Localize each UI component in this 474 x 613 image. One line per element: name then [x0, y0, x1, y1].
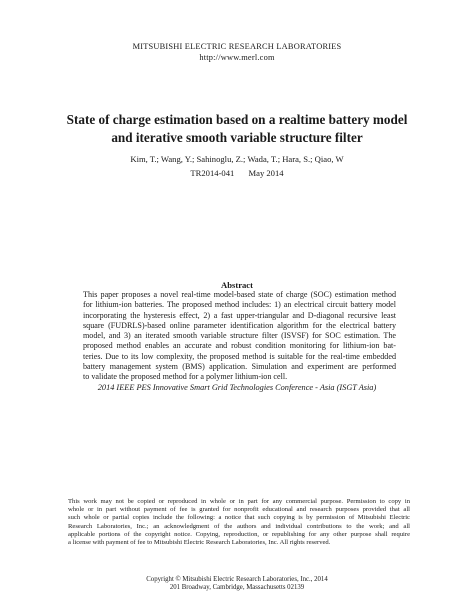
copyright-line: Copyright © Mitsubishi Electric Research Laboratories, Inc., 2014: [146, 576, 328, 583]
lab-name: MITSUBISHI ELECTRIC RESEARCH LABORATORIES: [132, 42, 342, 51]
copyright-block: [0, 576, 474, 593]
abstract-line: for lithium-ion batteries. The proposed method includes: 1) an electrical circuit battery model: [83, 300, 396, 310]
abstract-heading: Abstract: [221, 280, 253, 290]
abstract-line: to validate the proposed method for a polymer lithium-ion cell.: [83, 372, 288, 382]
abstract-line: square (FUDRLS)-based online parameter identification algorithm for the electrical battery: [83, 320, 396, 330]
report-info: [0, 168, 474, 179]
author-list: Kim, T.; Wang, Y.; Sahinoglu, Z.; Wada, T.; Hara, S.; Qiao, W: [130, 154, 344, 164]
abstract-body: [83, 290, 396, 383]
paper-title: [40, 111, 434, 147]
lab-url: http://www.merl.com: [199, 53, 275, 62]
abstract-line: This paper proposes a novel real-time model-based state of charge (SOC) estimation method: [83, 290, 396, 299]
report-date: May 2014: [248, 168, 284, 178]
paper-title-line-2: and iterative smooth variable structure filter: [111, 130, 363, 145]
notice-line: This work may not be copied or reproduced in whole or in part for any commercial purpose. Permission to copy in: [68, 498, 410, 505]
abstract-line: proposed method enables an accurate and robust condition monitoring for lithium-ion bat-: [83, 341, 396, 351]
abstract-line: battery management system (BMS) application. Simulation and experiment are performed: [83, 362, 396, 372]
notice-line: a license with payment of fee to Mitsubishi Electric Research Laboratories, Inc. All rights reserved.: [68, 539, 331, 547]
conference-name: 2014 IEEE PES Innovative Smart Grid Technologies Conference - Asia (ISGT Asia): [97, 383, 377, 392]
copy-permission-notice: [68, 498, 410, 547]
notice-line: applicable portions of the copyright notice. Copying, reproduction, or republishing for any other purpose shall require: [68, 530, 410, 538]
notice-line: whole or in part without payment of fee is granted for nonprofit educational and research purposes provided that all: [68, 506, 410, 514]
abstract-line: model, and 3) an iterated smooth variable structure filter (ISVSF) for SOC estimation. The: [83, 331, 396, 341]
notice-line: Research Laboratories, Inc.; an acknowledgment of the authors and individual contributions to the work; and all: [68, 522, 410, 530]
address-line: 201 Broadway, Cambridge, Massachusetts 02139: [169, 584, 305, 592]
paper-title-line-1: State of charge estimation based on a realtime battery model: [66, 112, 408, 127]
notice-line: such whole or partial copies include the following: a notice that such copying is by permission of Mitsubishi Electric: [68, 514, 410, 522]
report-number: TR2014-041: [190, 168, 235, 178]
abstract-line: incorporating the hysteresis effect, 2) a fast upper-triangular and D-diagonal recursive least: [83, 310, 396, 320]
lab-header: [0, 41, 474, 63]
abstract-line: teries. Due to its low complexity, the proposed method is suitable for the real-time embedded: [83, 351, 396, 361]
